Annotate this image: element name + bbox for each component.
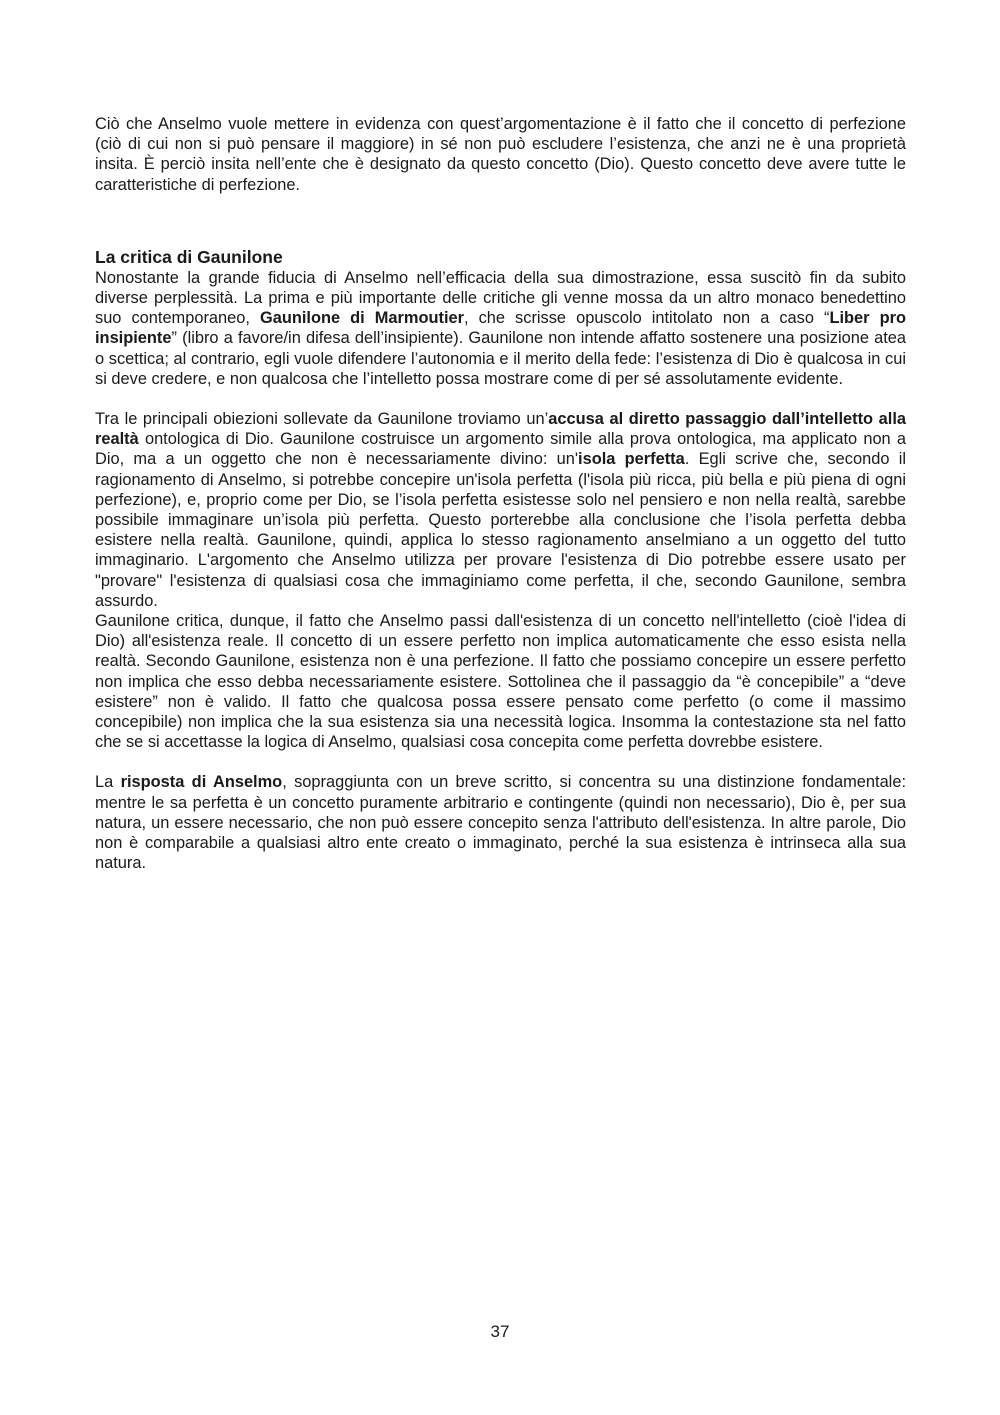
spacer <box>95 389 906 409</box>
paragraph-perfect-island <box>95 409 906 611</box>
text-run: , che scrisse opuscolo intitolato non a caso “ <box>464 309 830 328</box>
page-number: 37 <box>490 1322 510 1341</box>
page-body <box>95 114 906 874</box>
spacer <box>95 195 906 246</box>
text-run: , sopraggiunta con un breve scritto, si concentra su una distinzione fondamentale: mentre le sa perfetta è un concetto puramente arbitrario e contingente (quindi non necessario), Dio è, per sua natura, un essere necessario, che non può essere concepito senza l'attributo dell'esistenza. In altre parole, Dio non è comparabile a qualsiasi altro ente creato o immaginato, perché la sua esistenza è intrinseca alla sua natura. <box>95 773 906 873</box>
text-run: ontologica di Dio. Gaunilone costruisce un argomento simile alla prova ontologica, ma applicato non a Dio, ma a un oggetto che non è necessariamente divino: un' <box>95 430 906 469</box>
paragraph-gaunilone-critique <box>95 268 906 389</box>
paragraph-existence-critique: Gaunilone critica, dunque, il fatto che Anselmo passi dall'esistenza di un concetto nell'intelletto (cioè l'idea di Dio) all'esistenza reale. Il concetto di un essere perfetto non implica automaticamente che esso esista nella realtà. Secondo Gaunilone, esistenza non è una perfezione. Il fatto che possiamo concepire un essere perfetto non implica che esso debba necessariamente esistere. Sottolinea che il passaggio da “è concepibile” a “deve esistere” non è valido. Il fatto che qualcosa possa essere pensato come perfetto (o come il massimo concepibile) non implica che la sua esistenza sia una necessità logica. Insomma la contestazione sta nel fatto che se si accettasse la logica di Anselmo, qualsiasi cosa concepita come perfetta dovrebbe esistere. <box>95 612 906 752</box>
bold-accusation: accusa al diretto passaggio dall’intelletto alla realtà <box>95 410 906 449</box>
text-run: Nonostante la grande fiducia di Anselmo nell’efficacia della sua dimostrazione, essa suscitò fin da subito diverse perplessità. La prima e più importante delle critiche gli venne mossa da un altro monaco benedettino suo contemporaneo, <box>95 268 906 328</box>
text-run: La <box>95 773 121 792</box>
text-run: Tra le principali obiezioni sollevate da Gaunilone troviamo un’ <box>95 410 549 429</box>
text-run: ” (libro a favore/in difesa dell’insipiente). Gaunilone non intende affatto sostenere una posizione atea o scettica; al contrario, egli vuole difendere l’autonomia e il merito della fede: l’esistenza di Dio è qualcosa in cui si deve credere, e non qualcosa che l’intelletto possa mostrare come di per sé assolutamente evidente. <box>95 329 906 388</box>
bold-anselm-reply: risposta di Anselmo <box>120 773 283 792</box>
text-run: . Egli scrive che, secondo il ragionamento di Anselmo, si potrebbe concepire un'isola perfetta (l'isola più ricca, più bella e più piena di ogni perfezione), e, proprio come per Dio, se l’isola perfetta esistesse solo nel pensiero e non nella realtà, sarebbe possibile immaginare un’isola più perfetta. Questo porterebbe alla conclusione che l’isola perfetta debba esistere nella realtà. Gaunilone, quindi, applica lo stesso ragionamento anselmiano a un oggetto del tutto immaginario. L'argomento che Anselmo utilizza per provare l'esistenza di Dio potrebbe essere usato per "provare" l'esistenza di qualsiasi cosa che immaginiamo come perfetta, il che, secondo Gaunilone, sembra assurdo. <box>95 450 906 610</box>
paragraph-anselm-reply <box>95 772 906 873</box>
bold-perfect-island: isola perfetta <box>578 450 685 469</box>
paragraph-intro: Ciò che Anselmo vuole mettere in evidenza con quest’argomentazione è il fatto che il concetto di perfezione (ciò di cui non si può pensare il maggiore) in sé non può escludere l’esistenza, che anzi ne è una proprietà insita. È perciò insita nell’ente che è designato da questo concetto (Dio). Questo concetto deve avere tutte le caratteristiche di perfezione. <box>95 115 906 194</box>
bold-book-title: Liber pro insipiente <box>95 309 906 348</box>
section-heading: La critica di Gaunilone <box>95 246 283 267</box>
bold-gaunilone-name: Gaunilone di Marmoutier <box>259 309 464 328</box>
spacer <box>95 752 906 772</box>
